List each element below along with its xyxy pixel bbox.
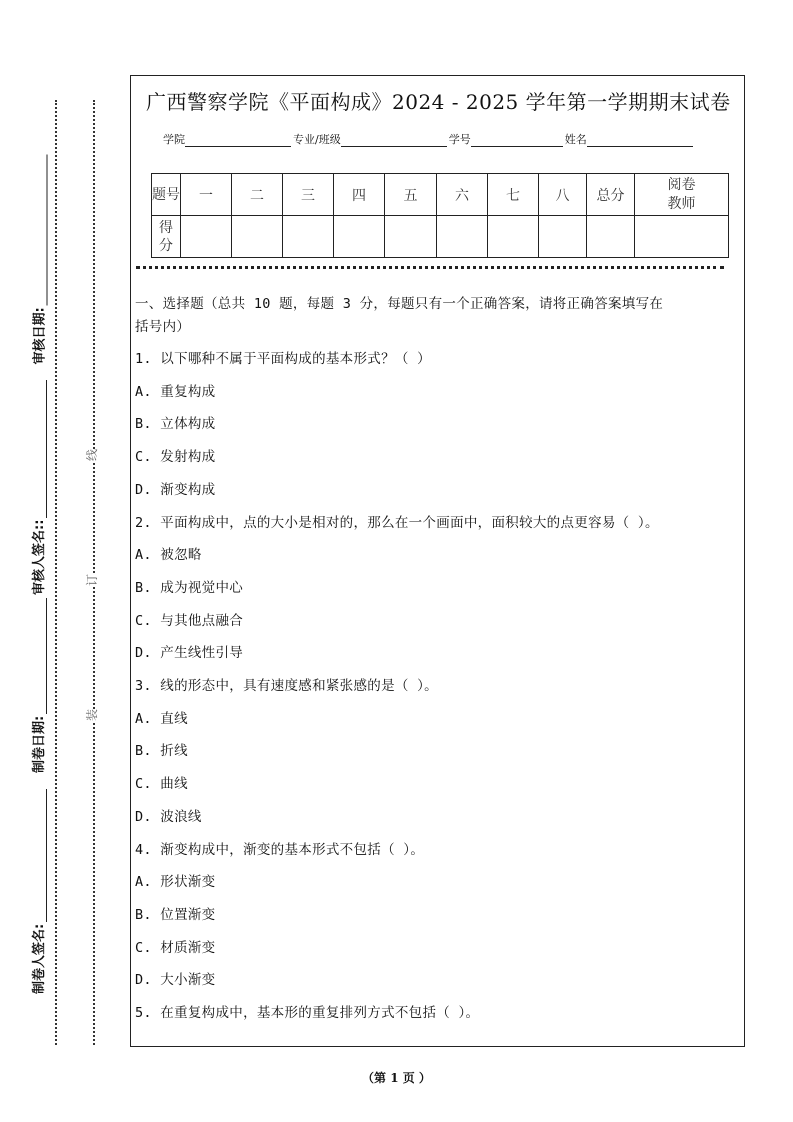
reviewer-sign-blank[interactable] [36,380,47,518]
student-info-row [163,131,695,147]
col-total: 总分 [587,174,635,216]
binding-dotted-line-outer [55,100,57,1045]
question-option: B. 折线 [135,743,188,760]
score-cell[interactable] [635,216,729,258]
col-4: 四 [334,174,385,216]
student-id-label: 学号 [448,133,471,146]
col-1: 一 [181,174,232,216]
col-3: 三 [283,174,334,216]
question-option: A. 形状渐变 [135,874,216,891]
review-date-blank[interactable] [37,155,48,306]
question-option: C. 材质渐变 [135,939,216,956]
student-id-input[interactable] [471,134,563,147]
maker-sign-blank[interactable] [36,789,47,922]
col-grader: 阅卷教师 [635,174,729,216]
question-stem: 4. 渐变构成中，渐变的基本形式不包括（ ）。 [135,841,425,858]
major-class-input[interactable] [341,134,447,147]
college-input[interactable] [185,134,291,147]
binding-dotted-line-inner [93,100,95,1045]
make-date-label: 制卷日期: [32,715,47,773]
question-option: D. 渐变构成 [135,481,216,498]
score-cell[interactable] [334,216,385,258]
question-stem: 5. 在重复构成中，基本形的重复排列方式不包括（ ）。 [135,1005,480,1021]
score-cell[interactable] [283,216,334,258]
score-cell[interactable] [539,216,587,258]
score-table-header-row [152,174,729,216]
score-table [151,173,729,258]
score-cell[interactable] [488,216,539,258]
question-option: A. 直线 [135,710,188,727]
page-number: （第 1 页 ） [362,1071,431,1085]
make-date-field [28,598,47,773]
question-option: C. 发射构成 [135,449,216,466]
section-heading-cont: 括号内） [135,319,191,335]
score-label-cell: 得分 [152,216,181,258]
col-6: 六 [437,174,488,216]
question-option: C. 曲线 [135,776,188,793]
name-input[interactable] [587,134,693,147]
major-class-label: 专业/班级 [293,133,341,146]
review-date-field [29,155,48,365]
question-option: B. 位置渐变 [135,906,216,923]
college-label: 学院 [163,133,185,146]
question-option: A. 重复构成 [135,383,216,400]
section-heading: 一、选择题（总共 10 题，每题 3 分，每题只有一个正确答案，请将正确答案填写在 [135,296,664,312]
score-cell[interactable] [385,216,437,258]
col-7: 七 [488,174,539,216]
question-stem: 3. 线的形态中，具有速度感和紧张感的是（ ）。 [135,678,438,694]
maker-sign-label: 制卷人签名: [32,923,47,994]
score-cell[interactable] [437,216,488,258]
col-5: 五 [385,174,437,216]
exam-title: 广西警察学院《平面构成》2024 - 2025 学年第一学期期末试卷 [146,90,731,114]
question-option: D. 产生线性引导 [135,645,244,662]
question-option: A. 被忽略 [135,547,202,564]
bind-mark-staple: 订 [85,573,100,587]
section-divider [136,266,724,269]
score-cell[interactable] [587,216,635,258]
col-2: 二 [232,174,283,216]
reviewer-sign-field [28,380,47,595]
reviewer-sign-label: 审核人签名:: [32,519,47,595]
bind-mark-fold: 装 [85,708,100,722]
bind-mark-line: 线 [85,448,100,462]
score-cell[interactable] [181,216,232,258]
question-stem: 1. 以下哪种不属于平面构成的基本形式？（ ） [135,351,431,367]
score-cell[interactable] [232,216,283,258]
question-option: D. 大小渐变 [135,972,216,989]
question-option: B. 立体构成 [135,416,216,433]
name-label: 姓名 [564,133,587,146]
review-date-label: 审核日期: [32,307,48,365]
header-label-cell: 题号 [152,174,181,216]
question-stem: 2. 平面构成中，点的大小是相对的，那么在一个画面中，面积较大的点更容易（ ）。 [135,514,659,531]
make-date-blank[interactable] [36,598,47,714]
question-option: B. 成为视觉中心 [135,579,244,596]
col-8: 八 [539,174,587,216]
maker-sign-field [28,789,47,994]
score-table-score-row [152,216,729,258]
question-option: C. 与其他点融合 [135,612,244,629]
question-option: D. 波浪线 [135,808,202,825]
